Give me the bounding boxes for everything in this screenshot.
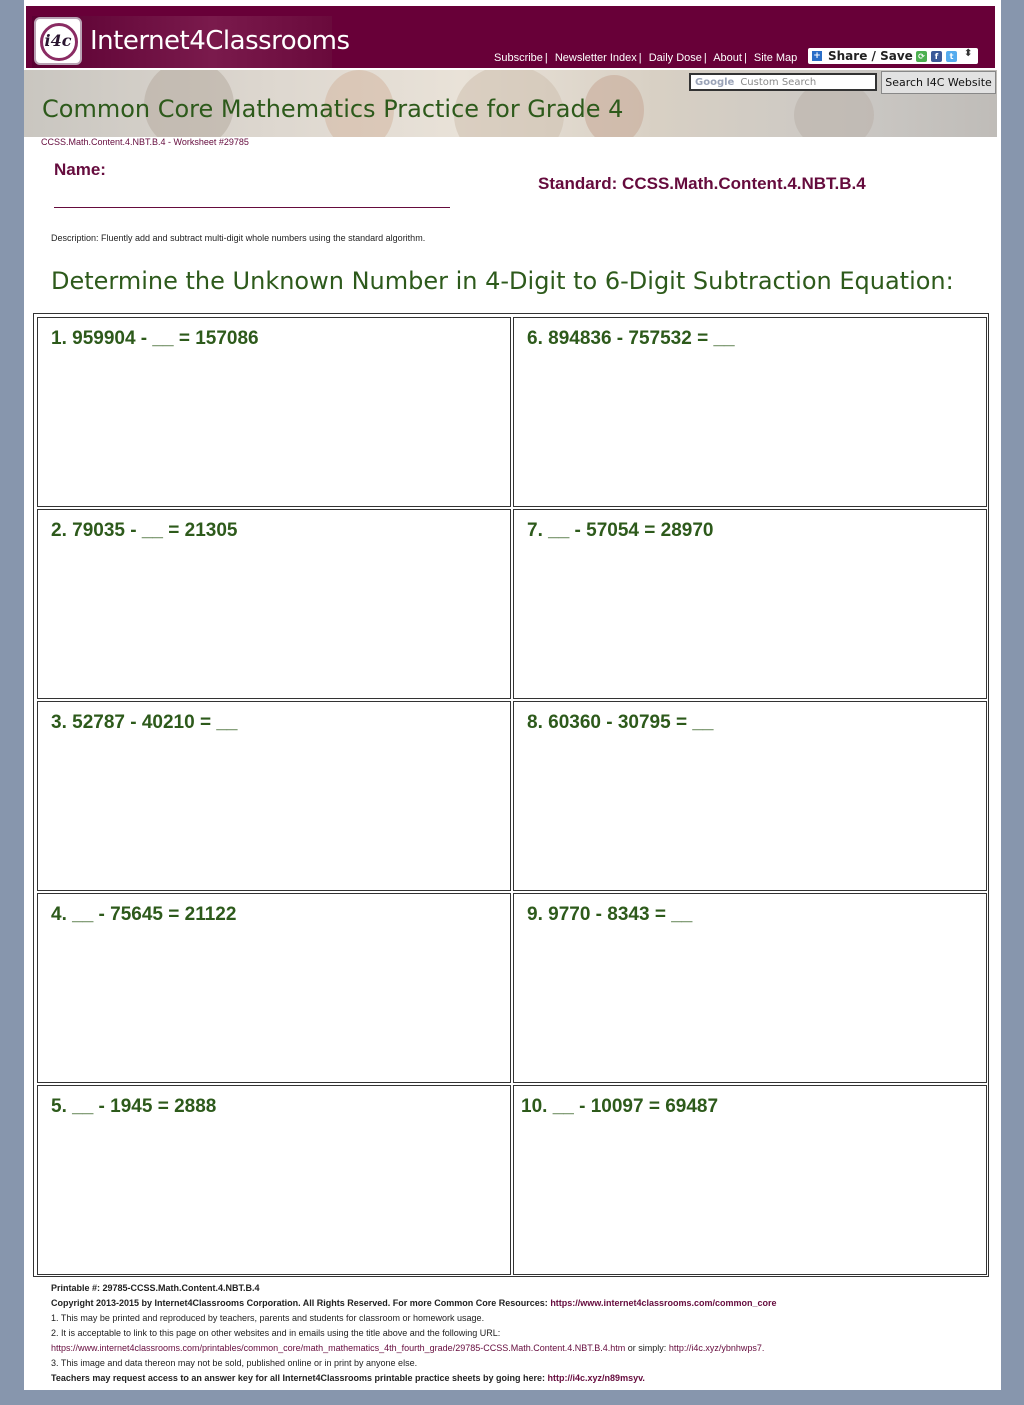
problem-8: 8. 60360 - 30795 = __ xyxy=(527,712,714,733)
problem-cell-7 xyxy=(513,509,987,699)
usage-note-3: 3. This image and data thereon may not be sold, published online or in print by anyone else. xyxy=(51,1358,418,1368)
problem-cell-4 xyxy=(37,893,511,1083)
page-banner xyxy=(24,70,997,137)
share-plus-icon: + xyxy=(813,51,821,61)
section-title: Determine the Unknown Number in 4-Digit to 6-Digit Subtraction Equation: xyxy=(51,267,954,295)
problem-cell-1 xyxy=(37,317,511,507)
short-url-link[interactable]: http://i4c.xyz/ybnhwps7. xyxy=(668,1343,765,1353)
site-name: Internet4Classrooms xyxy=(90,26,350,56)
answer-key-link[interactable]: http://i4c.xyz/n89msyv. xyxy=(547,1373,645,1383)
nav-daily-dose[interactable]: Daily Dose xyxy=(648,52,702,64)
problem-grid xyxy=(33,313,989,1277)
search-button[interactable]: Search I4C Website xyxy=(881,71,996,94)
breadcrumb: CCSS.Math.Content.4.NBT.B.4 - Worksheet #29785 xyxy=(41,137,249,147)
top-navigation: Subscribe | Newsletter Index | Daily Dose | About | Site Map xyxy=(494,52,798,64)
problem-3: 3. 52787 - 40210 = __ xyxy=(51,712,238,733)
twitter-icon: t xyxy=(946,51,957,62)
answer-key-note: Teachers may request access to an answer key for all Internet4Classrooms printable practice sheets by going here: http://i4c.xyz/n89msyv. xyxy=(51,1373,645,1383)
usage-note-1: 1. This may be printed and reproduced by teachers, parents and students for classroom or homework usage. xyxy=(51,1313,485,1323)
worksheet-page xyxy=(24,0,1001,1390)
problem-4: 4. __ - 75645 = 21122 xyxy=(51,904,237,925)
problem-9: 9. 9770 - 8343 = __ xyxy=(527,904,693,925)
usage-note-2: 2. It is acceptable to link to this page on other websites and in emails using the title above and the following URL: xyxy=(51,1328,501,1338)
printable-number: Printable #: 29785-CCSS.Math.Content.4.NBT.B.4 xyxy=(51,1283,260,1293)
search-input[interactable]: Google Custom Search xyxy=(689,73,877,91)
problem-cell-5 xyxy=(37,1085,511,1275)
chevron-updown-icon: ⬍ xyxy=(964,48,973,59)
problem-cell-3 xyxy=(37,701,511,891)
problem-7: 7. __ - 57054 = 28970 xyxy=(527,520,714,541)
problem-5: 5. __ - 1945 = 2888 xyxy=(51,1096,217,1117)
site-logo[interactable] xyxy=(32,16,350,68)
nav-site-map[interactable]: Site Map xyxy=(753,52,798,64)
problem-cell-9 xyxy=(513,893,987,1083)
copyright: Copyright 2013-2015 by Internet4Classrooms Corporation. All Rights Reserved. For more Common Core Resources: https://www.internet4classrooms.com/common_core xyxy=(51,1298,777,1308)
share-save-button[interactable]: + Share / Save ⟳ f t ⬍ xyxy=(808,48,978,64)
common-core-link[interactable]: https://www.internet4classrooms.com/common_core xyxy=(550,1298,777,1308)
description-text: Description: Fluently add and subtract multi-digit whole numbers using the standard algorithm. xyxy=(51,233,426,243)
standard-label: Standard: CCSS.Math.Content.4.NBT.B.4 xyxy=(538,174,866,193)
share-network-icon: ⟳ xyxy=(916,51,927,62)
usage-note-2-urls: https://www.internet4classrooms.com/printables/common_core/math_mathematics_4th_fourth_grade/29785-CCSS.Math.Content.4.NBT.B.4.htm or simply: http://i4c.xyz/ybnhwps7. xyxy=(51,1343,765,1353)
i4c-logo-icon: i4c xyxy=(34,17,82,65)
problem-2: 2. 79035 - __ = 21305 xyxy=(51,520,238,541)
problem-1: 1. 959904 - __ = 157086 xyxy=(51,328,259,349)
problem-6: 6. 894836 - 757532 = __ xyxy=(527,328,735,349)
name-blank-line xyxy=(54,207,450,208)
problem-10: 10. __ - 10097 = 69487 xyxy=(521,1096,719,1117)
problem-cell-8 xyxy=(513,701,987,891)
footer xyxy=(51,1281,981,1386)
worksheet-url-link[interactable]: https://www.internet4classrooms.com/printables/common_core/math_mathematics_4th_fourth_grade/29785-CCSS.Math.Content.4.NBT.B.4.htm xyxy=(51,1343,626,1353)
nav-subscribe[interactable]: Subscribe xyxy=(494,52,543,64)
nav-newsletter-index[interactable]: Newsletter Index xyxy=(554,52,637,64)
name-label: Name: xyxy=(54,160,106,179)
problem-cell-10 xyxy=(513,1085,987,1275)
nav-about[interactable]: About xyxy=(713,52,742,64)
site-header xyxy=(24,4,997,70)
problem-cell-2 xyxy=(37,509,511,699)
page-title: Common Core Mathematics Practice for Grade 4 xyxy=(42,95,624,123)
google-logo-icon: Google xyxy=(695,77,735,88)
facebook-icon: f xyxy=(931,51,942,62)
problem-cell-6 xyxy=(513,317,987,507)
